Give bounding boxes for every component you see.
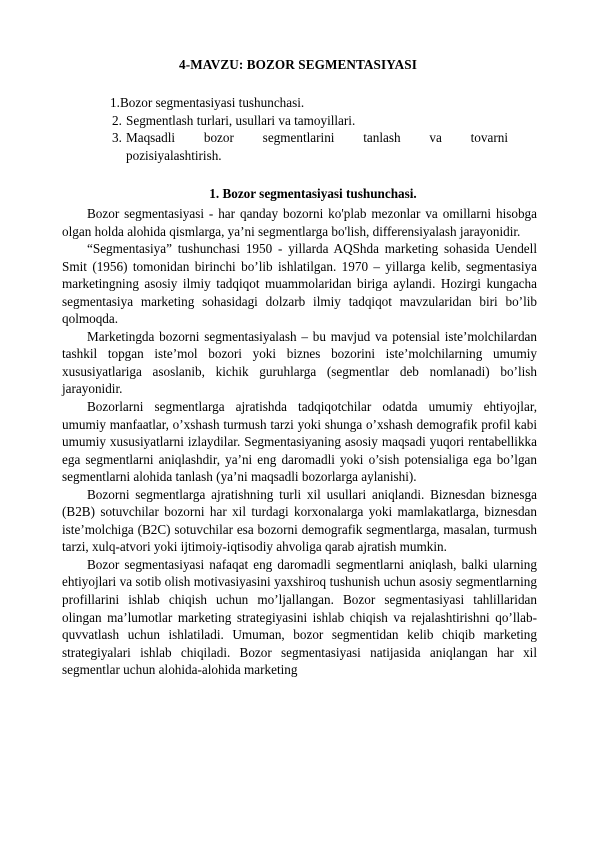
outline-item-number: 2. bbox=[112, 112, 122, 128]
paragraph: Bozor segmentasiyasi - har qanday bozorni ko'plab mezonlar va omillarni hisobga olgan holda alohida qismlarga, ya’ni segmentlarga bo'lish, differensiyalash jarayonidir. bbox=[62, 206, 537, 239]
outline-item bbox=[110, 129, 530, 164]
outline-item bbox=[110, 94, 530, 112]
section-heading-text: 1. Bozor segmentasiyasi tushunchasi. bbox=[209, 186, 417, 201]
page-title: 4-MAVZU: BOZOR SEGMENTASIYASI bbox=[179, 57, 417, 72]
paragraph: Marketingda bozorni segmentasiyalash – bu mavjud va potensial iste’molchilardan tashkil topgan iste’mol bozori yoki biznes bozorini iste’molchilarning umumiy xususiyatlariga asoslanib, kichik guruhlarga (segmentlar deb nomlanadi) bo’lish jarayonidir. bbox=[62, 328, 537, 397]
outline-item-text: Segmentlash turlari, usullari va tamoyillari. bbox=[126, 112, 356, 128]
body-text bbox=[62, 205, 537, 679]
outline-item-text bbox=[126, 129, 530, 164]
outline-item-text-line: pozisiyalashtirish. bbox=[126, 147, 222, 163]
outline-item-text: Bozor segmentasiyasi tushunchasi. bbox=[120, 95, 305, 110]
paragraph: Bozor segmentasiyasi nafaqat eng daromadli segmentlarni aniqlash, balki ularning ehtiyojlari va sotib olish motivasiyasini yaxshiroq tushunish uchun asosiy segmentlarning profillarini ishlab chiqish uchun mo’ljallangan. Bozor segmentasiyasi tahlillaridan olingan ma’lumotlar marketing strategiyasini ishlab chiqish va rejalashtirishni qo’llab- quvvatlash uchun ishlatiladi. Umuman, bozor segmentidan kelib chiqib marketing strategiyalari ishlab chiqiladi. Bozor segmentasiyasi natijasida aniqlangan har xil segmentlar uchun alohida-alohida marketing bbox=[62, 556, 537, 678]
paragraph: “Segmentasiya” tushunchasi 1950 - yillarda AQShda marketing sohasida Uendell Smit (1956) tomonidan birinchi bo’lib ishlatilgan. 1970 – yillarga kelib, segmentasiya marketingning asosiy ilmiy tadqiqot muammolaridan biriga aylandi. Hozirgi kungacha segmentasiya marketing sohasidagi dolzarb ilmiy tadqiqot mavzularidan biri bo’lib qolmoqda. bbox=[62, 241, 537, 327]
section-heading bbox=[0, 186, 596, 202]
outline-item bbox=[110, 112, 530, 130]
paragraph: Bozorni segmentlarga ajratishning turli xil usullari aniqlandi. Biznesdan biznesga (B2B) sotuvchilar bozorni har xil turdagi korxonalarga yoki mamlakatlarga, biznesdan iste’molchiga (B2C) sotuvchilar esa bozorni demografik segmentlarga, masalan, turmush tarzi, xulq-atvori yoki ijtimoiy-iqtisodiy ahvoliga qarab ajratish mumkin. bbox=[62, 486, 537, 555]
outline-item-text-line: Maqsadli bozor segmentlarini tanlash va tovarni bbox=[126, 130, 508, 146]
topic-outline bbox=[110, 94, 530, 164]
outline-item-number: 1. bbox=[110, 95, 120, 110]
paragraph: Bozorlarni segmentlarga ajratishda tadqiqotchilar odatda umumiy ehtiyojlar, umumiy manfaatlar, o’xshash turmush tarzi yoki shunga o’xshash demografik profil kabi umumiy xususiyatlarni izlaydilar. Segmentasiyaning asosiy maqsadi yuqori rentabellikka ega segmentlarni aniqlashdir, ya’ni eng daromadli yoki o’sish potensialiga ega bo’lgan segmentlarni alohida tanlash (ya’ni maqsadli bozorlarga aylanishi). bbox=[62, 399, 537, 485]
outline-item-number: 3. bbox=[112, 130, 122, 146]
